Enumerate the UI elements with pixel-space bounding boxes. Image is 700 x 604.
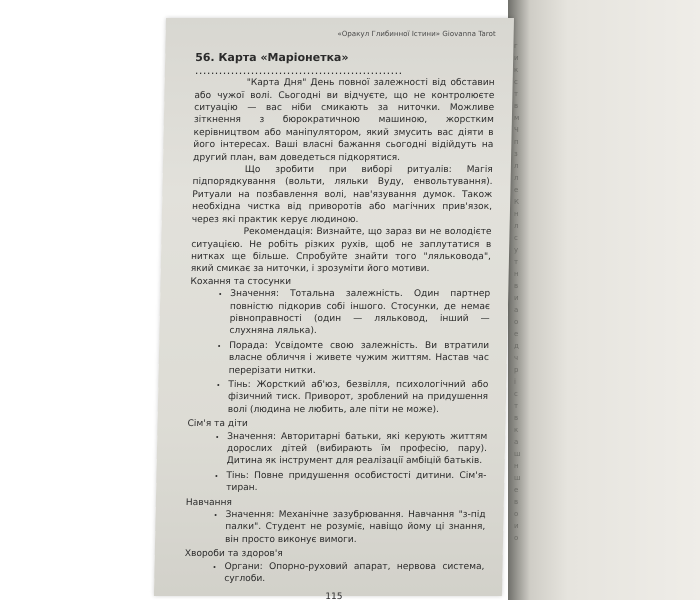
- right-page-fragment: с: [514, 390, 518, 398]
- section-love: [188, 276, 491, 416]
- section-family: [186, 418, 488, 494]
- right-page-fragment: о: [514, 510, 519, 518]
- right-page-fragment: л: [514, 162, 519, 170]
- section-heading: Навчання: [185, 497, 233, 508]
- section-health: [184, 548, 485, 585]
- right-page-fragment: т: [514, 258, 519, 266]
- right-page-fragment: л: [514, 174, 519, 182]
- right-page-fragment: е: [514, 186, 519, 194]
- right-page-fragment: л: [514, 222, 519, 230]
- right-page-fragment: и: [514, 522, 519, 530]
- list-item: • Значення: Тотальна залежність. Один партнер повністю підкорив собі іншого. Стосунки, де немає рівноправності (один — ляльковод, інший — слухняна лялька).: [229, 288, 490, 338]
- right-page-fragment: р: [514, 366, 519, 374]
- right-page-edge: [514, 40, 528, 560]
- list-item: • Значення: Авторитарні батьки, які керують життям дорослих дітей (вибирають їм професію, пару). Дитина як інструмент для реалізації амбіцій батьків.: [227, 431, 488, 468]
- right-page-fragment: н: [514, 270, 519, 278]
- right-page-fragment: н: [514, 462, 519, 470]
- right-page-fragment: в: [514, 414, 519, 422]
- right-page-fragment: з: [514, 150, 518, 158]
- list-item: • Органи: Опорно-руховий апарат, нервова система, суглоби.: [224, 561, 485, 586]
- card-title: [195, 52, 496, 77]
- section-list: [185, 509, 486, 546]
- right-page-fragment: а: [514, 306, 519, 314]
- section-list: [184, 561, 485, 586]
- book-spine-shadow: [508, 0, 700, 600]
- card-of-day-paragraph: "Карта Дня" День повної залежності від обставин або чужої волі. Сьогодні ви відчуєте, що не контролюєте ситуацію — вас ніби смикають за ниточки. Можливе зіткнення з бюрократичною машиною, жорстким керівництвом або маніпулятором, який змусить вас діяти в його інтересах. Ваші власні бажання сьогодні відійдуть на другий план, вам доведеться підкорятися.: [192, 78, 495, 163]
- right-page-fragment: в: [514, 498, 519, 506]
- right-page-fragment: к: [514, 66, 519, 74]
- right-page-fragment: в: [514, 282, 519, 290]
- right-page-fragment: п: [514, 138, 519, 146]
- right-page-fragment: о: [514, 534, 519, 542]
- right-page-fragment: г: [514, 42, 518, 50]
- right-page-fragment: ш: [514, 450, 521, 458]
- right-page-fragment: н: [514, 210, 519, 218]
- right-page-fragment: м: [514, 114, 520, 122]
- title-leader-dots: ....................................................: [194, 63, 403, 77]
- section-list: [186, 431, 487, 495]
- right-page-fragment: д: [514, 342, 519, 350]
- rituals-paragraph: Що зробити при виборі ритуалів: Магія підпорядкування (вольти, ляльки Вуду, енвольтування). Ритуали на позбавлення волі, нав'язування думок. Також необхідна чистка від приворотів або магічних прив'язок, через які практик керує людиною.: [191, 165, 493, 225]
- list-item: • Тінь: Повне придушення особистості дитини. Сім'я-тиран.: [226, 470, 487, 495]
- right-page-fragment: с: [514, 78, 518, 86]
- right-page-fragment: у: [514, 246, 519, 254]
- card-title-text: 56. Карта «Маріонетка»: [195, 51, 349, 65]
- list-item: • Тінь: Жорсткий аб'юз, безвілля, психологічний або фізичний тиск. Приворот, зроблений на придушення волі (людина не любить, але піти не може).: [228, 379, 489, 416]
- right-page-fragment: а: [514, 438, 519, 446]
- section-heading: Хвороби та здоров'я: [184, 549, 283, 560]
- section-heading: Кохання та стосунки: [190, 276, 292, 287]
- right-page-fragment: е: [514, 330, 519, 338]
- right-page-fragment: е: [514, 486, 519, 494]
- section-heading: Сім'я та діти: [187, 419, 248, 430]
- right-page-fragment: т: [514, 90, 519, 98]
- section-study: [185, 497, 486, 547]
- right-page-fragment: ш: [514, 474, 521, 482]
- list-item: • Значення: Механічне зазубрювання. Навчання "з-під палки". Студент не розуміє, навіщо йому ці знання, він просто виконує вимоги.: [225, 509, 486, 546]
- right-page-fragment: ч: [514, 354, 519, 362]
- right-page-fragment: т: [514, 402, 519, 410]
- running-head: «Оракул Глибинної Істини» Giovanna Tarot: [337, 29, 496, 38]
- page-content: [184, 28, 496, 604]
- book-page: [154, 18, 514, 603]
- right-page-fragment: К: [514, 198, 519, 206]
- right-page-fragment: к: [514, 426, 519, 434]
- right-page-fragment: и: [514, 294, 519, 302]
- right-page-fragment: с: [514, 234, 518, 242]
- page-number: 115: [325, 592, 343, 603]
- right-page-fragment: Ч: [514, 126, 519, 134]
- list-item: • Порада: Усвідомте свою залежність. Ви втратили власне обличчя і живете чужим життям. Настав час перерізати нитки.: [228, 340, 489, 377]
- right-page-fragment: и: [514, 54, 519, 62]
- right-page-fragment: о: [514, 318, 519, 326]
- section-list: [188, 288, 491, 416]
- right-page-fragment: в: [514, 102, 519, 110]
- right-page-fragment: і: [514, 378, 516, 386]
- recommendation-paragraph: Рекомендація: Визнайте, що зараз ви не володієте ситуацією. Не робіть різких рухів, щоб не заплутатися в нитках ще більше. Спробуйте знайти того "ляльковода", який смикає за ниточки, і зрозуміти його мотиви.: [190, 227, 492, 275]
